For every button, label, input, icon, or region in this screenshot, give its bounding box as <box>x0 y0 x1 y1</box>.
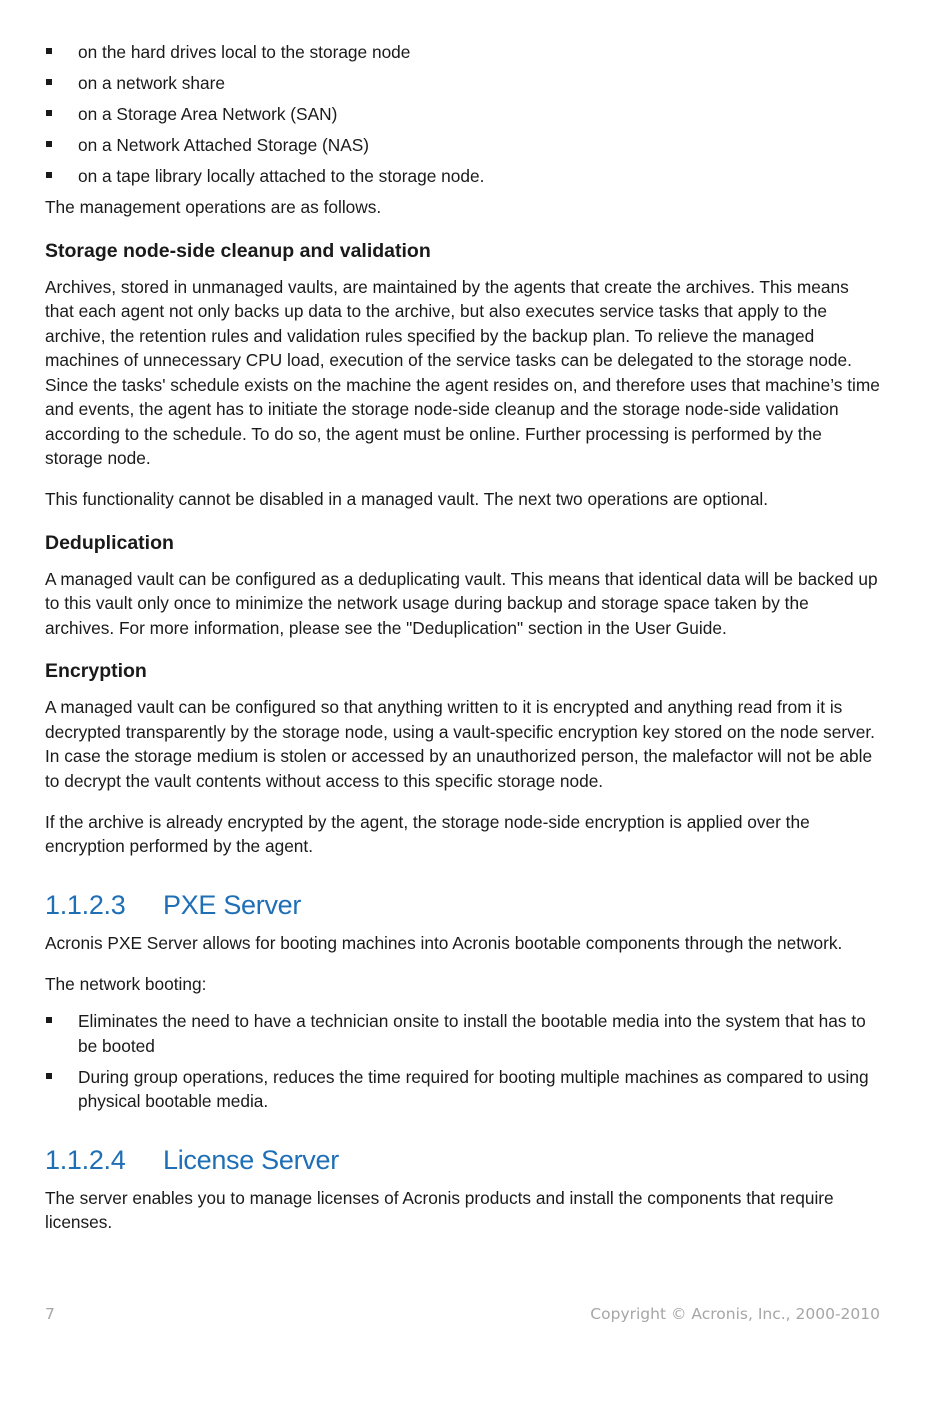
dedup-paragraph: A managed vault can be configured as a deduplicating vault. This means that identical data will be backed up to this vault only once to minimize the network usage during backup and storage space taken by the archives. For more information, please see the "Deduplication" section in the User Guide. <box>45 568 878 638</box>
list-item <box>45 1065 880 1114</box>
page-number: 7 <box>45 1305 55 1323</box>
pxe-paragraph: Acronis PXE Server allows for booting machines into Acronis bootable components through the network. <box>45 932 843 953</box>
dedup-heading: Deduplication <box>45 531 174 554</box>
list-item <box>45 1009 880 1058</box>
storage-location-list <box>45 40 880 189</box>
list-item-text: on a Network Attached Storage (NAS) <box>78 135 370 155</box>
list-item <box>45 133 880 158</box>
cleanup-note: This functionality cannot be disabled in a managed vault. The next two operations are optional. <box>45 489 769 509</box>
cleanup-heading: Storage node-side cleanup and validation <box>45 239 431 262</box>
pxe-section-heading <box>45 889 880 921</box>
encryption-note: If the archive is already encrypted by the agent, the storage node-side encryption is applied over the encryption performed by the agent. <box>45 811 810 856</box>
list-item-text: on a Storage Area Network (SAN) <box>78 104 338 124</box>
square-bullet-icon <box>46 48 52 54</box>
section-number: 1.1.2.4 <box>45 1144 126 1175</box>
square-bullet-icon <box>46 110 52 116</box>
square-bullet-icon <box>46 1017 52 1023</box>
encryption-heading: Encryption <box>45 660 147 682</box>
square-bullet-icon <box>46 172 52 178</box>
license-paragraph: The server enables you to manage licenses of Acronis products and install the components that require licenses. <box>45 1187 834 1232</box>
list-item-text: During group operations, reduces the time required for booting multiple machines as compared to using physical bootable media. <box>78 1066 869 1111</box>
section-number: 1.1.2.3 <box>45 889 126 920</box>
list-item <box>45 40 880 65</box>
document-page <box>45 40 880 1251</box>
list-item <box>45 164 880 189</box>
list-item-text: on a network share <box>78 73 225 93</box>
pxe-benefits-list <box>45 1009 880 1114</box>
section-title: License Server <box>163 1144 339 1175</box>
list-item-text: Eliminates the need to have a technician onsite to install the bootable media into the system that has to be booted <box>78 1011 866 1056</box>
square-bullet-icon <box>46 141 52 147</box>
license-section-heading <box>45 1144 880 1176</box>
list-item <box>45 71 880 96</box>
page-footer <box>45 1305 880 1323</box>
management-intro: The management operations are as follows. <box>45 197 382 217</box>
section-title: PXE Server <box>163 889 302 920</box>
list-item <box>45 102 880 127</box>
square-bullet-icon <box>46 1073 52 1079</box>
copyright-notice: Copyright © Acronis, Inc., 2000-2010 <box>590 1305 880 1323</box>
cleanup-paragraph: Archives, stored in unmanaged vaults, are maintained by the agents that create the archives. This means that each agent not only backs up data to the archive, but also executes service tasks that apply to the archive, the retention rules and validation rules specified by the backup plan. To relieve the managed machines of unnecessary CPU load, execution of the service tasks can be delegated to the storage node. Since the tasks' schedule exists on the machine the agent resides on, and therefore uses that machine’s time and events, the agent has to initiate the storage node-side cleanup and the storage node-side validation according to the schedule. To do so, the agent must be online. Further processing is performed by the storage node. <box>45 276 880 468</box>
list-item-text: on the hard drives local to the storage node <box>78 42 411 62</box>
list-item-text: on a tape library locally attached to the storage node. <box>78 166 485 186</box>
pxe-booting-intro: The network booting: <box>45 973 207 994</box>
square-bullet-icon <box>46 79 52 85</box>
encryption-paragraph: A managed vault can be configured so that anything written to it is encrypted and anything read from it is decrypted transparently by the storage node, using a vault-specific encryption key stored on the node server. In case the storage medium is stolen or accessed by an unauthorized person, the malefactor will not be able to decrypt the vault contents without access to this specific storage node. <box>45 697 875 791</box>
